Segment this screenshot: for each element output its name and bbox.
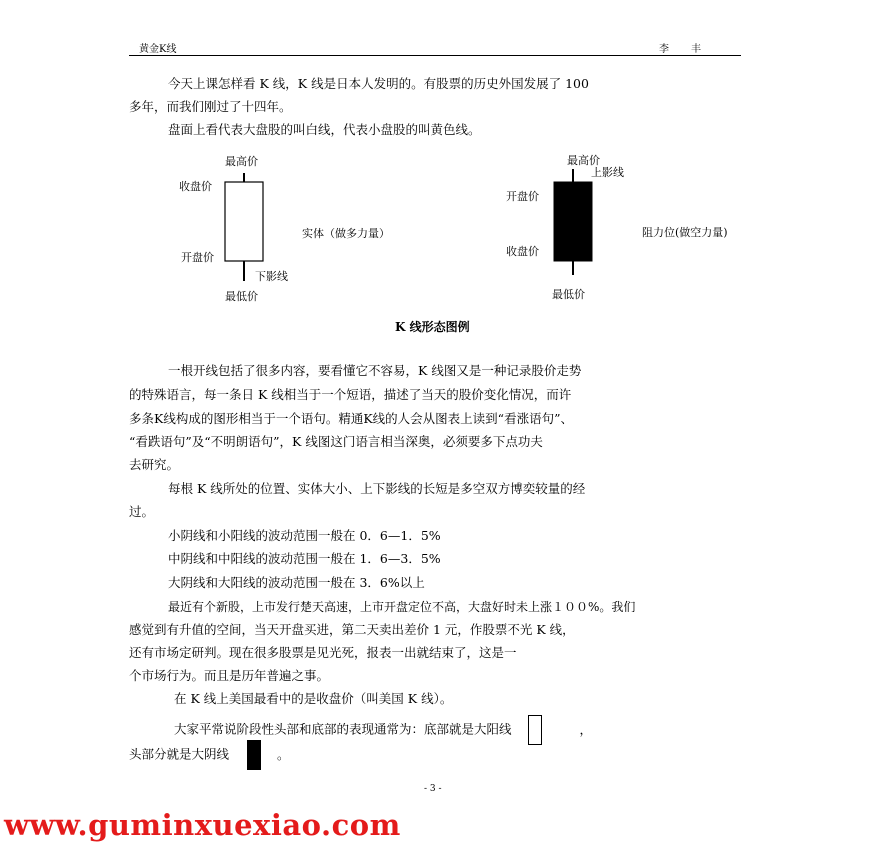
white-high-label: 最高价 bbox=[225, 155, 258, 168]
black-upper-shadow-label: 上影线 bbox=[591, 166, 624, 179]
candlestick-diagram bbox=[129, 145, 789, 310]
page-header bbox=[129, 41, 741, 56]
intro-line-2: 多年，而我们刚过了十四年。 bbox=[129, 99, 292, 114]
black-body-note: 阻力位(做空力量) bbox=[642, 226, 728, 239]
body-line-12: 感觉到有升值的空间，当天开盘买进，第二天卖出差价 1 元，作股票不光 K 线， bbox=[129, 622, 575, 637]
intro-line-1: 今天上课怎样看 K 线，K 线是日本人发明的。有股票的历史外国发展了 100 bbox=[168, 76, 589, 91]
header-title: 黄金K线 bbox=[139, 44, 177, 55]
body-line-7: 过。 bbox=[129, 504, 155, 519]
body-line-15: 在 K 线上美国最看中的是收盘价（叫美国 K 线）。 bbox=[174, 691, 453, 706]
black-high-label: 最高价 bbox=[567, 154, 600, 167]
body-line-14: 个市场行为。而且是历年普遍之事。 bbox=[129, 668, 330, 683]
white-close-label: 收盘价 bbox=[179, 180, 212, 193]
white-lower-shadow-label: 下影线 bbox=[255, 270, 288, 283]
body-line-16-punct: ， bbox=[579, 721, 592, 737]
intro-line-3: 盘面上看代表大盘股的叫白线，代表小盘股的叫黄色线。 bbox=[168, 122, 481, 137]
black-close-label: 收盘价 bbox=[506, 245, 539, 258]
diagram-caption: K 线形态图例 bbox=[395, 320, 470, 334]
white-body-note: 实体（做多力量） bbox=[302, 227, 390, 240]
body-line-16-text: 大家平常说阶段性头部和底部的表现通常为：底部就是大阳线 bbox=[174, 721, 512, 737]
white-low-label: 最低价 bbox=[225, 290, 258, 303]
body-line-2: 的特殊语言，每一条日 K 线相当于一个短语，描述了当天的股价变化情况，而许 bbox=[129, 387, 572, 402]
black-candle-icon bbox=[247, 740, 261, 770]
white-candle-body bbox=[225, 182, 263, 261]
black-open-label: 开盘价 bbox=[506, 190, 539, 203]
watermark-url: www.guminxuexiao.com bbox=[4, 808, 401, 842]
white-open-label: 开盘价 bbox=[181, 251, 214, 264]
body-line-3: 多条K线构成的图形相当于一个语句。精通K线的人会从图表上读到“看涨语句”、 bbox=[129, 411, 573, 426]
body-line-9: 中阴线和中阳线的波动范围一般在 1．6—3．5% bbox=[168, 551, 441, 566]
black-low-label: 最低价 bbox=[552, 288, 585, 301]
body-line-1: 一根开线包括了很多内容，要看懂它不容易，K 线图又是一种记录股价走势 bbox=[168, 363, 582, 378]
page-number: - 3 - bbox=[424, 784, 442, 794]
body-line-17-text: 头部分就是大阴线 bbox=[129, 746, 230, 762]
body-line-6: 每根 K 线所处的位置、实体大小、上下影线的长短是多空双方博奕较量的经 bbox=[168, 481, 586, 496]
black-candle-body bbox=[554, 182, 592, 261]
body-line-17 bbox=[129, 740, 290, 770]
body-line-13: 还有市场定研判。现在很多股票是见光死，报表一出就结束了，这是一 bbox=[129, 645, 517, 660]
header-author: 李丰 bbox=[659, 44, 723, 55]
body-line-4: “看跌语句”及“不明朗语句”，K 线图这门语言相当深奥，必须要多下点功夫 bbox=[129, 434, 543, 449]
body-line-5: 去研究。 bbox=[129, 457, 180, 472]
body-line-11: 最近有个新股，上市发行楚天高速，上市开盘定位不高，大盘好时未上涨１００%。我们 bbox=[168, 600, 636, 614]
body-line-10: 大阴线和大阳线的波动范围一般在 3．6%以上 bbox=[168, 575, 425, 590]
body-line-8: 小阴线和小阳线的波动范围一般在 0．6—1．5% bbox=[168, 528, 441, 543]
white-candle-icon bbox=[528, 715, 542, 745]
body-line-17-punct: 。 bbox=[276, 746, 290, 762]
